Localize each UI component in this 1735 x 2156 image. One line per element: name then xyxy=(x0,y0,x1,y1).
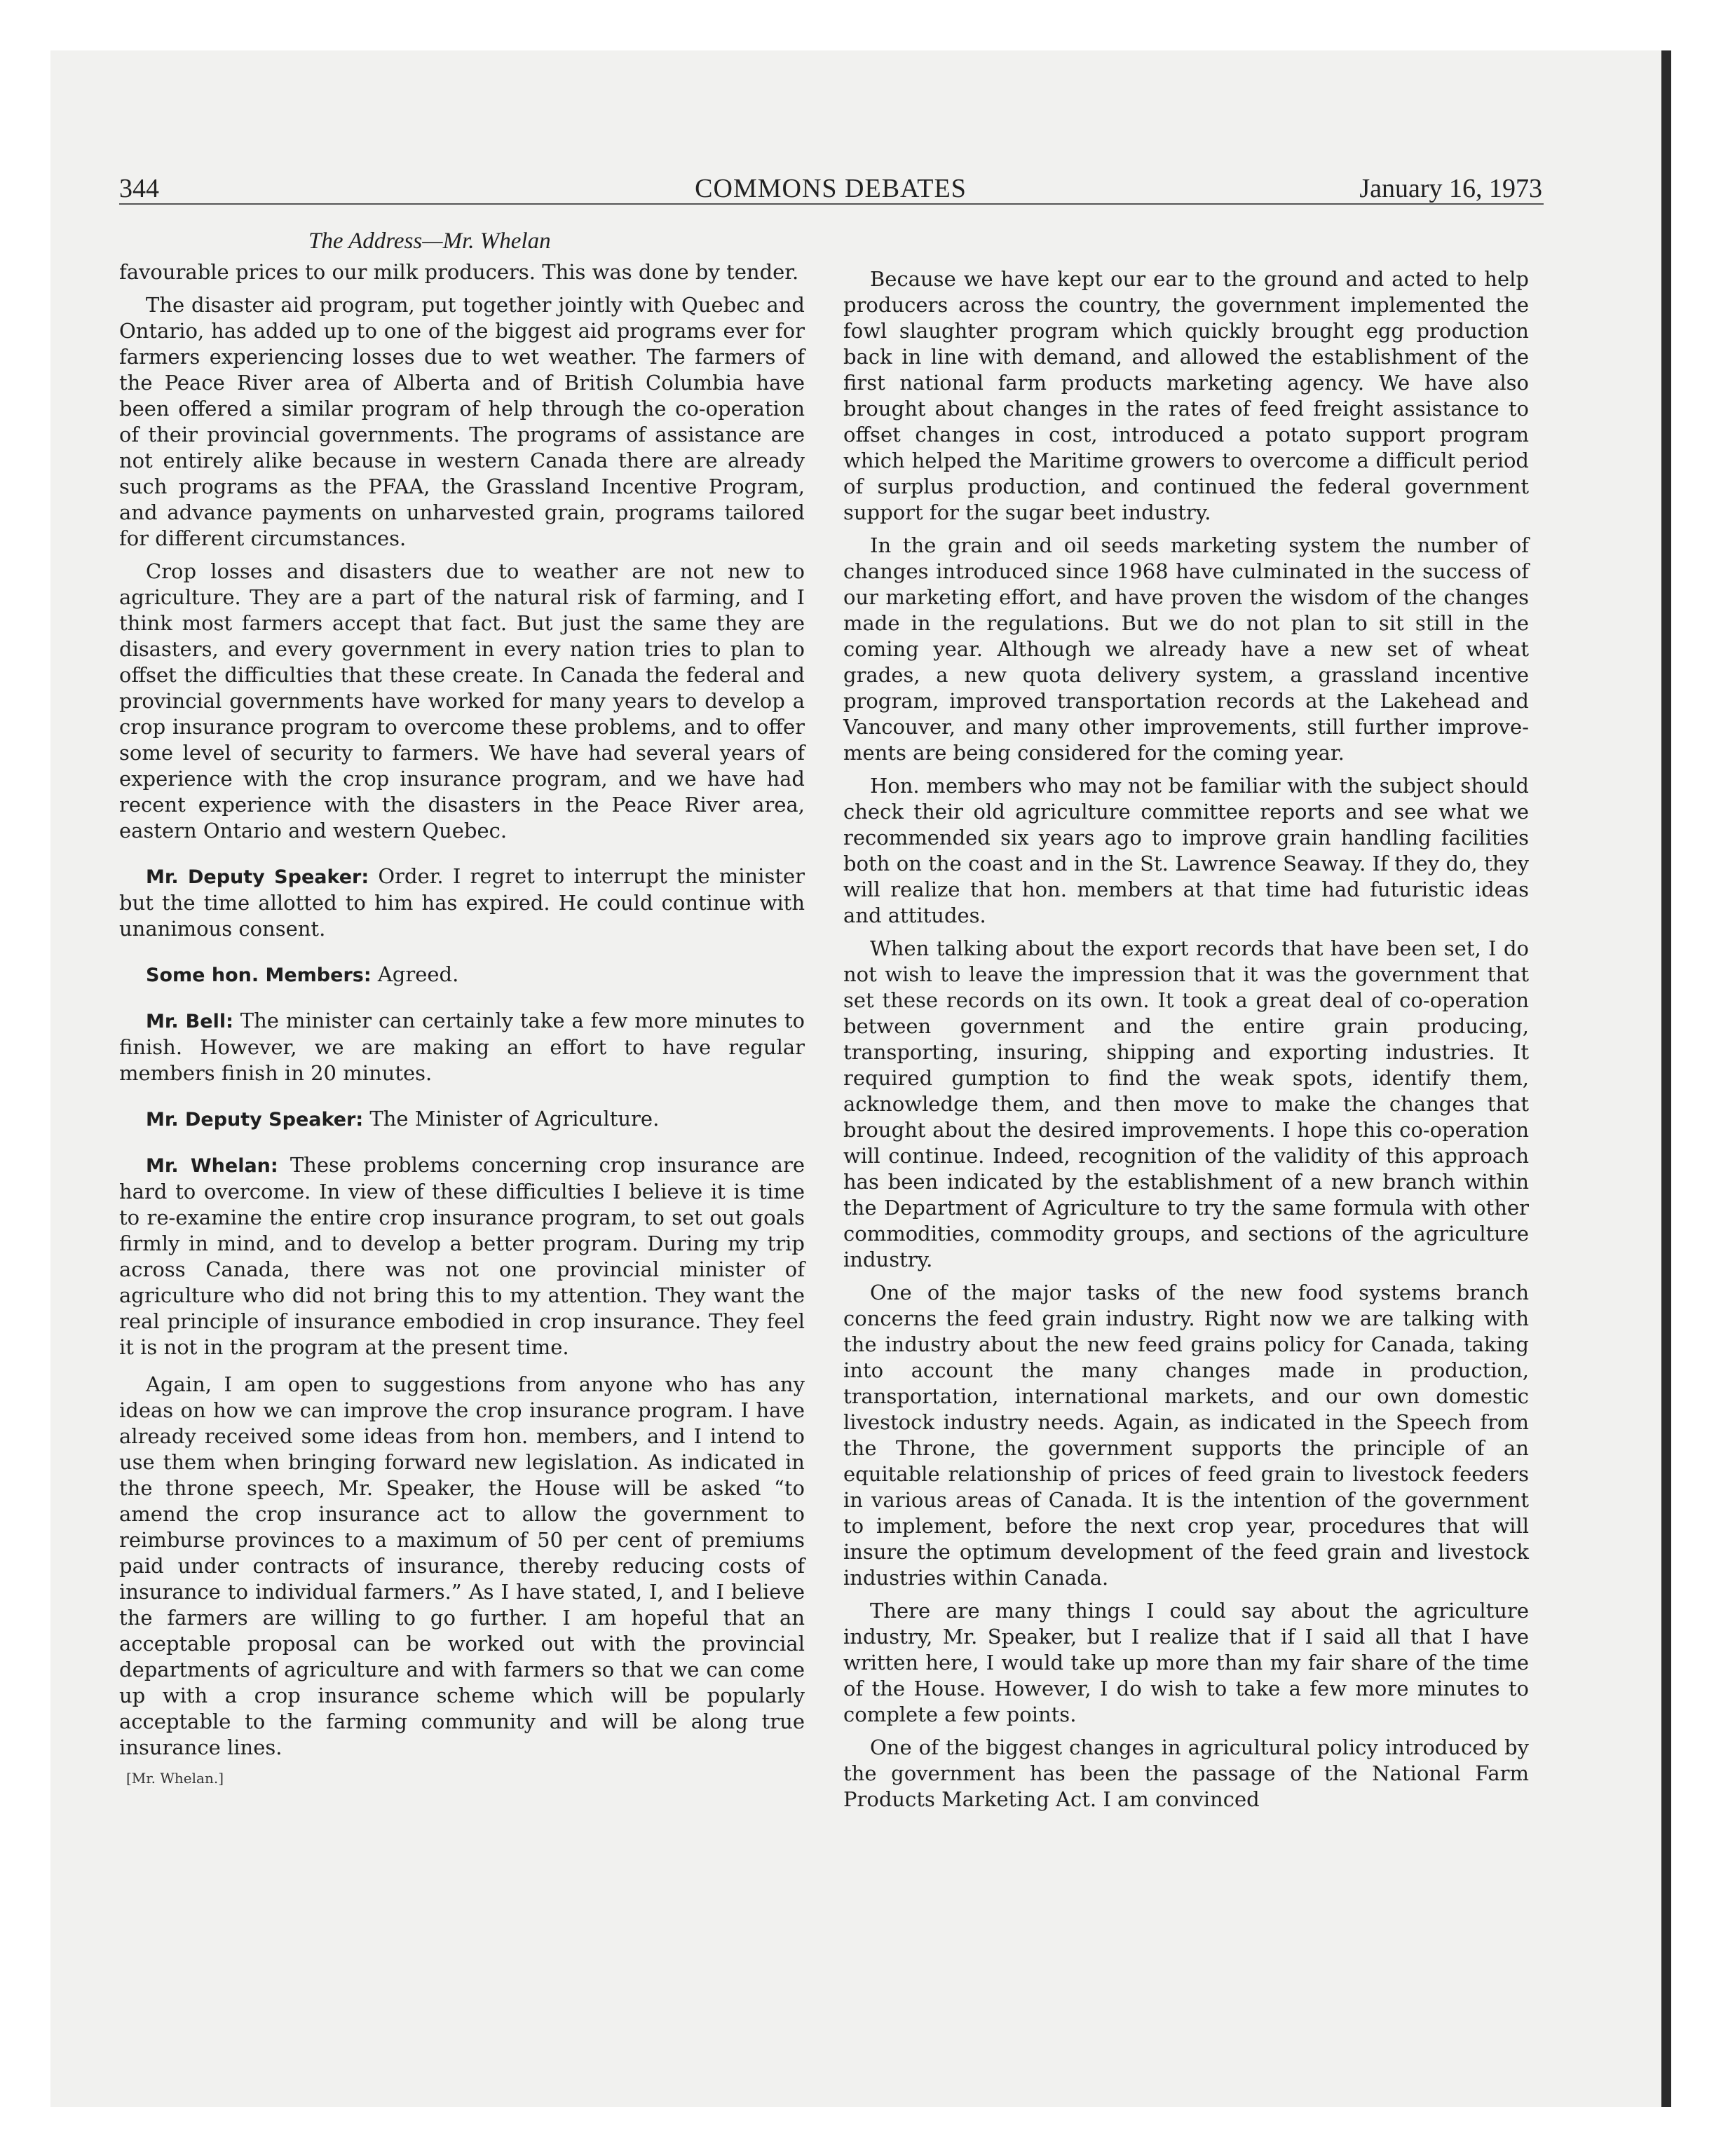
speaker-name: Some hon. Members: xyxy=(146,964,372,986)
speech xyxy=(119,1106,805,1133)
speech-text: The Minister of Agriculture. xyxy=(369,1107,660,1131)
column-title: The Address—Mr. Whelan xyxy=(308,228,551,254)
speech xyxy=(119,1008,805,1086)
paragraph: One of the major tasks of the new food systems branch concerns the feed grain industry. Right now we are talking with the industry about the new feed grains policy for Canada, taking into account the many changes made in production, transportation, international markets, and our own domestic livestock industry needs. Again, as indicated in the Speech from the Throne, the government supports the principle of an equitable relationship of prices of feed grain to livestock feeders in various areas of Canada. It is the intention of the government to implement, before the next crop year, procedures that will insure the optimum development of the feed grain and livestock industries within Canada. xyxy=(843,1281,1529,1590)
paragraph: Again, I am open to suggestions from anyone who has any ideas on how we can improve the crop insurance program. I have already received some ideas from hon. members, and I intend to use them when bringing forward new legislation. As indicated in the throne speech, Mr. Speaker, the House will be asked “to amend the crop insurance act to allow the government to reimburse provinces to a maximum of 50 per cent of premiums paid under contracts of insurance, thereby reducing costs of insurance to individual farmers.” As I have stated, I, and I believe the farmers are willing to go further. I am hopeful that an acceptable proposal can be worked out with the provincial departments of agriculture and with farmers so that we can come up with a crop insurance scheme which will be popularly acceptable to the farming community and will be along true insurance lines. xyxy=(119,1372,805,1759)
speaker-name: Mr. Whelan: xyxy=(146,1155,278,1177)
paragraph: One of the biggest changes in agricultural policy introduced by the government has been the passage of the National Farm Products Marketing Act. I am convinced xyxy=(843,1735,1529,1811)
paragraph: Hon. members who may not be familiar with the subject should check their old agriculture committee reports and see what we recommended six years ago to improve grain handling facilities both on the coast and in the St. Lawrence Seaway. If they do, they will realize that hon. members at that time had futuristic ideas and attitudes. xyxy=(843,774,1529,927)
speech xyxy=(119,864,805,942)
speech-text: Agreed. xyxy=(377,962,459,986)
speaker-name: Mr. Bell: xyxy=(146,1011,233,1032)
paragraph: Crop losses and disasters due to weather are not new to agriculture. They are a part of the natural risk of farming, and I think most farmers accept that fact. But just the same they are disasters, and every government in every nation tries to plan to offset the difficulties that these create. In Canada the federal and provincial governments have worked for many years to develop a crop insurance program to overcome these problems, and to offer some level of security to farmers. We have had several years of experience with the crop insurance program, and we have had recent experience with the disasters in the Peace River area, eastern Ontario and western Quebec. xyxy=(119,559,805,842)
speech xyxy=(119,1152,805,1360)
header-rule xyxy=(119,203,1544,205)
paragraph: The disaster aid program, put together jointly with Quebec and Ontario, has added up to one of the biggest aid programs ever for farmers experiencing losses due to wet weather. The farmers of the Peace River area of Alberta and of British Columbia have been offered a similar program of help through the co-operation of their provincial governments. The programs of assistance are not entirely alike because in western Canada there are already such programs as the PFAA, the Grassland Incentive Program, and advance payments on unharvested grain, programs tailored for different circumstances. xyxy=(119,293,805,550)
scan-edge-shadow xyxy=(1661,50,1671,2107)
speech-text: These problems concerning crop insurance are hard to overcome. In view of these difficulties I believe it is time to re-examine the entire crop insurance program, to set out goals firmly in mind, and to develop a better program. During my trip across Canada, there was not one provincial minister of agriculture who did not bring this to my attention. They want the real principle of insurance embodied in crop insurance. They feel it is not in the program at the present time. xyxy=(119,1153,805,1359)
paragraph: favourable prices to our milk producers. This was done by tender. xyxy=(119,260,799,284)
speech-text: Order. I regret to interrupt the minister but the time allotted to him has expired. He could continue with unanimous consent. xyxy=(119,864,805,941)
speaker-name: Mr. Deputy Speaker: xyxy=(146,866,369,888)
paragraph: Because we have kept our ear to the ground and acted to help producers across the country, the government implemented the fowl slaughter program which quickly brought egg production back in line with demand, and allowed the establishment of the first national farm products marketing agency. We have also brought about changes in the rates of feed freight assistance to offset changes in cost, introduced a potato support program which helped the Maritime growers to overcome a difficult period of surplus production, and continued the federal government support for the sugar beet industry. xyxy=(843,267,1529,524)
paragraph: There are many things I could say about the agriculture industry, Mr. Speaker, but I realize that if I said all that I have written here, I would take up more than my fair share of the time of the House. However, I do wish to take a few more minutes to complete a few points. xyxy=(843,1599,1529,1726)
publication-title: COMMONS DEBATES xyxy=(695,174,967,203)
speech-text: The minister can certainly take a few more minutes to finish. However, we are making an effort to have regular members finish in 20 minutes. xyxy=(119,1009,805,1085)
paragraph: When talking about the export records that have been set, I do not wish to leave the impression that it was the government that set these records on its own. It took a great deal of co-operation between government and the entire grain producing, transporting, insuring, shipping and exporting industries. It required gumption to find the weak spots, identify them, acknowledge them, and then move to make the changes that brought about the desired improvements. I hope this co-operation will continue. Indeed, recognition of the validity of this approach has been indicated by the establishment of a new branch within the Department of Agriculture to try the same formula with other commodities, commodity groups, and sections of the agriculture industry. xyxy=(843,936,1529,1271)
speaker-name: Mr. Deputy Speaker: xyxy=(146,1109,364,1131)
issue-date: January 16, 1973 xyxy=(1359,174,1542,203)
left-column xyxy=(119,227,805,1787)
paragraph: In the grain and oil seeds marketing system the number of changes introduced since 1968 have culminated in the success of our marketing effort, and have proven the wisdom of the changes made in the regulations. But we do not plan to sit still in the coming year. Although we already have a new set of wheat grades, a new quota delivery system, a grassland incentive program, improved transportation records at the Lakehead and Vancouver, and many other improvements, still further improvements are being considered for the coming year. xyxy=(843,533,1529,765)
speech xyxy=(119,962,805,988)
right-column xyxy=(843,266,1529,1820)
page-number: 344 xyxy=(119,174,159,203)
running-head xyxy=(119,172,1542,205)
speaker-attribution: [Mr. Whelan.] xyxy=(126,1770,224,1787)
